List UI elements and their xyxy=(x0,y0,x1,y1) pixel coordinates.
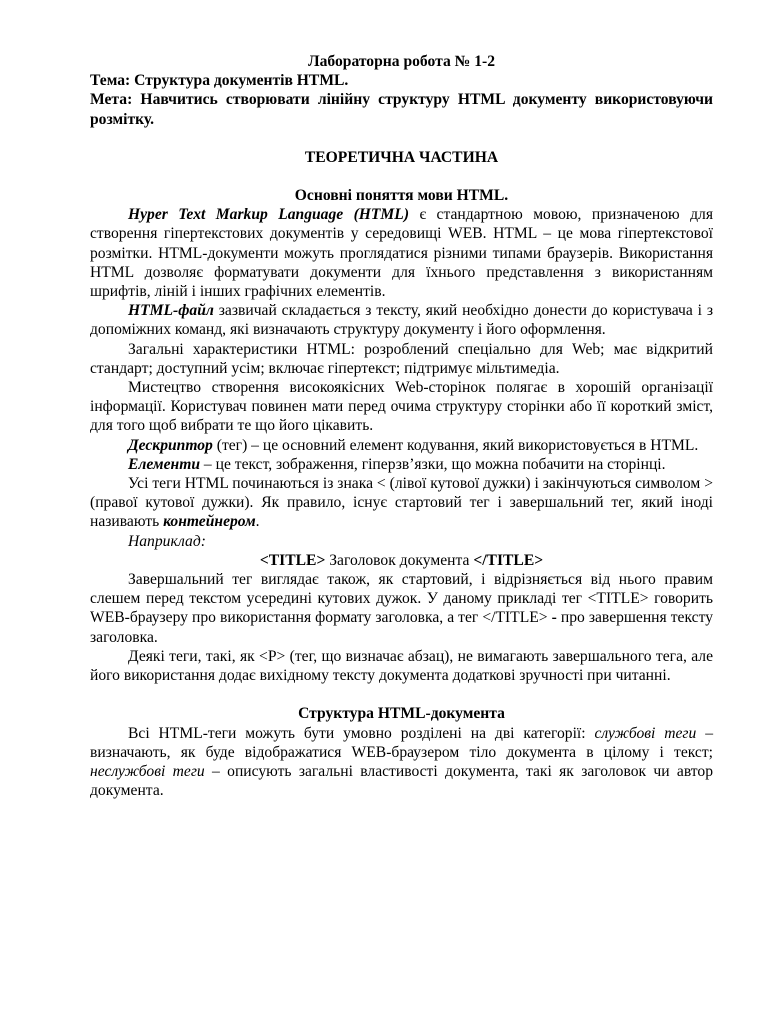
paragraph-characteristics: Загальні характеристики HTML: розроблений спеціально для Web; має відкритий стандарт; доступний усім; включає гіпертекст; підтримує мільтимедіа. xyxy=(90,340,713,377)
paragraph-text: Усі теги HTML починаються із знака < (лівої кутової дужки) і закінчуються символом > (правої кутової дужки). Як правило, існує стартовий тег і завершальний тег, який іноді називають xyxy=(90,475,713,531)
term-non-service-tags: неслужбові теги xyxy=(90,762,205,780)
paragraph-text: зазвичай складається з тексту, який необхідно донести до користувача і з допоміжних команд, які визначають структуру документу і його оформлення. xyxy=(90,302,713,339)
paragraph-html-file xyxy=(90,301,713,339)
paragraph-html-definition xyxy=(90,205,713,301)
paragraph-tag-categories xyxy=(90,724,713,801)
term-html-file: HTML-файл xyxy=(128,302,214,320)
theory-heading: ТЕОРЕТИЧНА ЧАСТИНА xyxy=(304,148,499,166)
term-html: Hyper Text Markup Language (HTML) xyxy=(128,206,410,224)
theory-subheading: Основні поняття мови HTML. xyxy=(294,187,509,205)
paragraph-text: Всі HTML-теги можуть бути умовно розділені на дві категорії: xyxy=(128,724,595,742)
theme-line: Тема: Структура документів HTML. xyxy=(90,72,349,90)
example-close-tag: </TITLE> xyxy=(473,551,544,569)
paragraph-text: (тег) – це основний елемент кодування, який використовується в HTML. xyxy=(212,436,699,454)
paragraph-elements xyxy=(90,455,713,474)
term-elements: Елементи xyxy=(128,455,200,473)
paragraph-closing-tag xyxy=(90,570,713,647)
paragraph-text-end: про завершення тексту заголовка. xyxy=(90,609,713,646)
dash-bold: - xyxy=(551,609,557,627)
paragraph-text: є стандартною мовою, призначеною для створення гіпертекстових документів у середовищі WEB. HTML – це мова гіпертекстової розмітки. HTML-документи можуть проглядатися різними типами браузерів. Використання HTML дозволяє форматувати документи для їхнього представлення з використанням шрифтів, ліній і інших графічних елементів. xyxy=(90,206,714,301)
example-code xyxy=(90,551,713,570)
paragraph-tags xyxy=(90,474,713,532)
term-service-tags: службові теги xyxy=(594,724,697,742)
paragraph-text: – це текст, зображення, гіперзв’язки, що можна побачити на сторінці. xyxy=(200,455,666,473)
term-container: контейнером xyxy=(163,513,256,531)
paragraph-p-tag: Деякі теги, такі, як <P> (тег, що визначає абзац), не вимагають завершального тега, але його використання додає вихідному тексту документа додаткові зручності при читанні. xyxy=(90,647,713,685)
paragraph-web-pages: Мистецтво створення високоякісних Web-сторінок полягає в хорошій організації інформації. Користувач повинен мати перед очима структуру сторінки або її короткий зміст, для того щоб вибрати те що його цікавить. xyxy=(90,379,713,435)
document-page xyxy=(90,52,713,800)
goal-line: Мета: Навчитись створювати лінійну структуру HTML документу використовуючи розмітку. xyxy=(90,91,713,128)
paragraph-descriptor xyxy=(90,436,713,455)
paragraph-text-end: – описують загальні властивості документа, такі як заголовок чи автор документа. xyxy=(90,762,713,800)
paragraph-text-end: . xyxy=(255,513,260,531)
example-open-tag: <TITLE> xyxy=(259,551,326,569)
example-label: Наприклад: xyxy=(128,532,206,550)
paragraph-text: – визначають, як буде відображатися WEB-браузером тіло документа в цілому і текст; xyxy=(90,724,713,761)
lab-title: Лабораторна робота № 1-2 xyxy=(307,53,496,70)
structure-heading: Структура HTML-документа xyxy=(298,705,505,723)
term-descriptor: Дескриптор xyxy=(128,436,213,454)
paragraph-text: Завершальний тег виглядає також, як стартовий, і відрізняється від нього правим слешем перед текстом усередині кутових дужок. У даному прикладі тег <TITLE> говорить WEB-браузеру про використання формату заголовка, а тег </TITLE> xyxy=(90,571,713,627)
example-title-text: Заголовок документа xyxy=(325,551,474,569)
